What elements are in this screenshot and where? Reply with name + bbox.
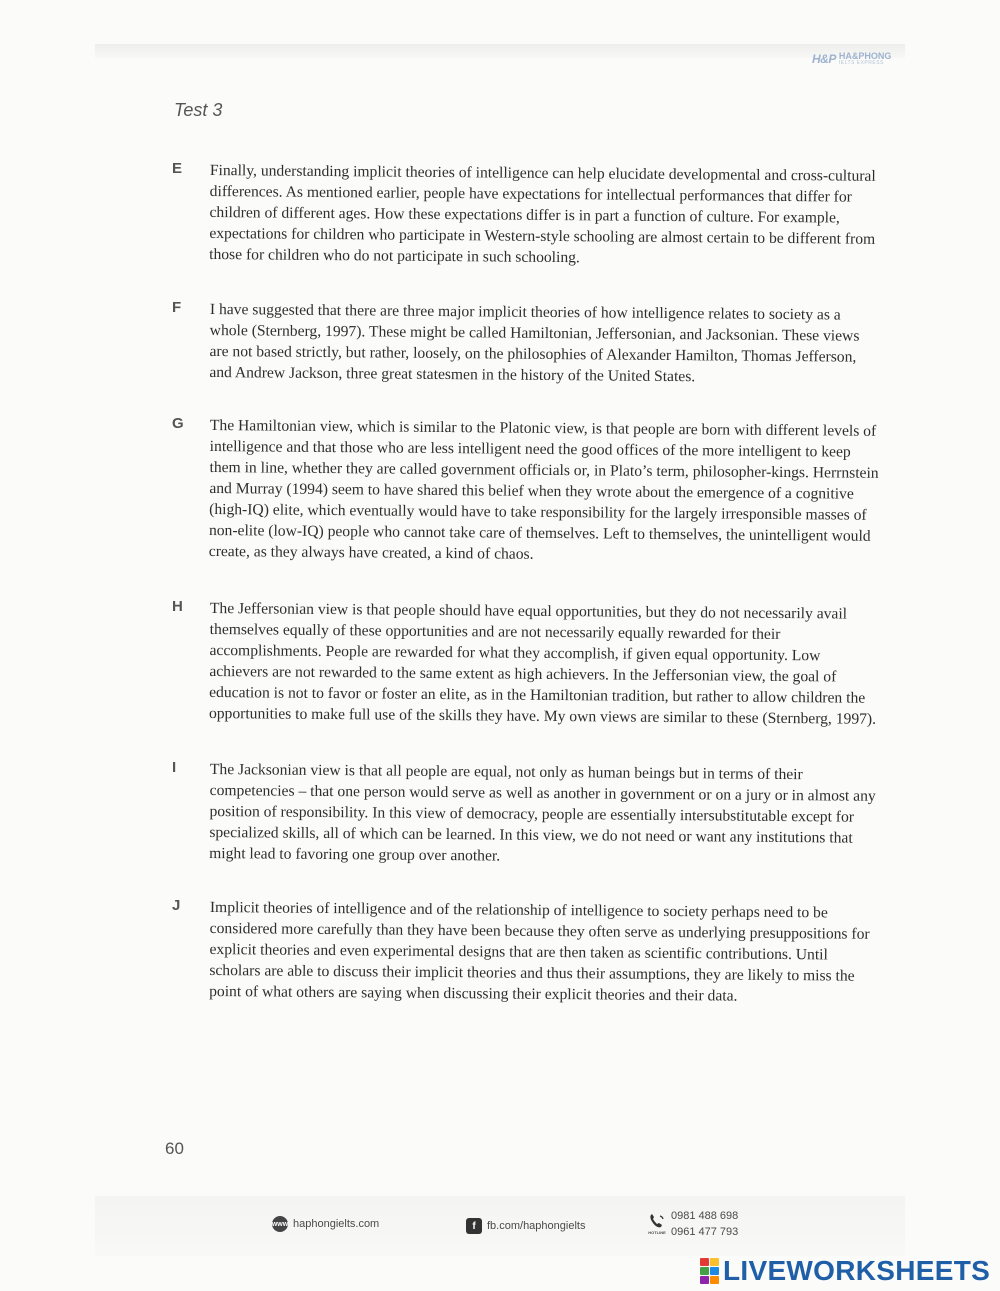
facebook-text: fb.com/haphongielts bbox=[487, 1220, 586, 1232]
phone-number[interactable]: 0981 488 698 bbox=[671, 1210, 739, 1222]
page-number: 60 bbox=[165, 1139, 184, 1158]
paragraph-text: Finally, understanding implicit theories of intelligence can help elucidate developmental and cross-cultural differences. As mentioned earlier, people have expectations for intellectual performances that differ for children of different ages. How these expectations differ is in part a function of culture. For example, expectations for children who participate in Western-style schooling are almost certain to be different from those for children who do not participate in such schooling. bbox=[209, 161, 876, 267]
brand-logo bbox=[812, 52, 891, 66]
footer-facebook[interactable] bbox=[466, 1218, 585, 1234]
paragraph-letter: I bbox=[172, 759, 177, 776]
header-band bbox=[95, 44, 905, 58]
hotline-label: HOTLINE bbox=[648, 1230, 666, 1235]
paragraph-text: Implicit theories of intelligence and of the relationship of intelligence to society perhaps need to be considered more carefully than they have been because they often serve as underlying presuppositions for explicit theories and even experimental designs that are then taken as scientific contributions. Until scholars are able to discuss their implicit theories and thus their assumptions, they are likely to miss the point of what others are saying when discussing their explicit theories and their data. bbox=[209, 898, 870, 1005]
liveworksheets-text: LIVEWORKSHEETS bbox=[723, 1255, 991, 1286]
paragraph-text: The Jeffersonian view is that people should have equal opportunities, but they do not necessarily avail themselves equally of these opportunities and are not necessarily equally rewarded for their accomplishments. People are rewarded for what they accomplish, if given equal opportunity. Low achievers are not rewarded to the same extent as high achievers. In the Jeffersonian view, the goal of education is not to favor or foster an elite, as in the Hamiltonian tradition, but rather to allow children the opportunities to make full use of the skills they have. My own views are similar to these (Sternberg, 1997). bbox=[208, 599, 877, 728]
logo-block bbox=[700, 1276, 709, 1284]
logo-block bbox=[710, 1267, 719, 1275]
liveworksheets-blocks-icon bbox=[700, 1258, 719, 1284]
liveworksheets-logo[interactable] bbox=[700, 1255, 990, 1287]
paragraph-text: The Jacksonian view is that all people are equal, not only as human beings but in terms of their competencies – that one person would serve as well as another in government or on a jury or in almost any position of responsibility. In this view of democracy, people are essentially intersubstitutable except for specialized skills, all of which can be learned. In this view, we do not need or want any institutions that might lead to favoring one group over another. bbox=[209, 760, 876, 865]
logo-block bbox=[700, 1267, 709, 1275]
facebook-icon: f bbox=[466, 1218, 482, 1234]
paragraph-text: I have suggested that there are three major implicit theories of how intelligence relates to society as a whole (Sternberg, 1997). These might be called Hamiltonian, Jeffersonian, and Jacksonian. These views are not based strictly, but rather, loosely, on the philosophies of Alexander Hamilton, Thomas Jefferson, and Andrew Jackson, three great statesmen in the history of the United States. bbox=[209, 300, 860, 386]
brand-subtitle: IELTS EXPRESS bbox=[838, 60, 884, 66]
footer-hotline bbox=[648, 1208, 738, 1240]
phone-number[interactable]: 0961 477 793 bbox=[671, 1226, 739, 1238]
logo-block bbox=[710, 1258, 719, 1266]
paragraph-letter: J bbox=[172, 897, 181, 914]
test-label: Test 3 bbox=[174, 100, 223, 120]
paragraph-letter: G bbox=[172, 415, 184, 432]
website-text: haphongielts.com bbox=[293, 1218, 380, 1230]
paragraph-letter: F bbox=[172, 299, 182, 316]
paragraph-letter: E bbox=[172, 160, 183, 177]
phone-icon bbox=[648, 1213, 666, 1229]
logo-block bbox=[700, 1258, 709, 1266]
footer-website[interactable] bbox=[272, 1216, 379, 1232]
brand-name: HA&PHONG bbox=[838, 51, 892, 61]
brand-mark: H&P bbox=[812, 52, 836, 66]
logo-block bbox=[710, 1276, 719, 1284]
paragraph-letter: H bbox=[172, 598, 183, 615]
paragraph-text: The Hamiltonian view, which is similar to the Platonic view, is that people are born with different levels of intelligence and that those who are less intelligent need the good offices of the more intelligent to keep them in line, whether they are called government officials or, in Plato’s term, philosopher-kings. Herrnstein and Murray (1994) seem to have shared this belief when they wrote about the emergence of a cognitive (high-IQ) elite, which eventually would have to take responsibility for the largely irresponsible masses of non-elite (low-IQ) people who cannot take care of themselves. Left to themselves, the unintelligent would create, as they always have created, a kind of chaos. bbox=[208, 416, 879, 563]
globe-icon: www bbox=[272, 1216, 288, 1232]
